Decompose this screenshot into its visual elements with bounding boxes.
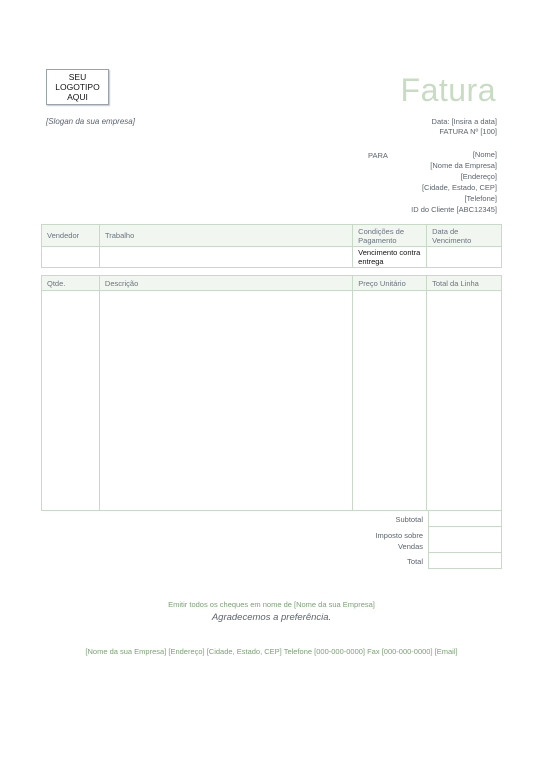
recipient-phone: [Telefone]	[464, 194, 497, 203]
cell-condicoes[interactable]: Vencimento contra entrega	[353, 247, 427, 268]
header-qtde: Qtde.	[42, 276, 100, 291]
header-condicoes: Condições de Pagamento	[353, 225, 427, 247]
items-body-row	[42, 291, 502, 511]
terms-header-row	[42, 225, 502, 247]
company-slogan: [Slogan da sua empresa]	[46, 117, 135, 126]
invoice-date: Data: [Insira a data]	[431, 117, 497, 126]
totals-table	[428, 510, 502, 569]
header-preco-unitario: Preço Unitário	[353, 276, 427, 291]
header-total-linha: Total da Linha	[427, 276, 502, 291]
invoice-number: FATURA Nº [100]	[439, 127, 497, 136]
recipient-name: [Nome]	[472, 150, 497, 159]
header-trabalho: Trabalho	[99, 225, 352, 247]
cell-vendedor[interactable]	[42, 247, 100, 268]
items-table	[41, 275, 502, 511]
cell-total-linha[interactable]	[427, 291, 502, 511]
terms-table	[41, 224, 502, 268]
cell-descricao[interactable]	[99, 291, 352, 511]
total-label: Total	[407, 557, 423, 566]
header-vendedor: Vendedor	[42, 225, 100, 247]
recipient-label: PARA	[368, 151, 388, 160]
invoice-title: Fatura	[400, 72, 496, 108]
terms-row	[42, 247, 502, 268]
items-header-row	[42, 276, 502, 291]
checks-note: Emitir todos os cheques em nome de [Nome da sua Empresa]	[168, 600, 375, 609]
subtotal-label: Subtotal	[395, 515, 423, 524]
recipient-address: [Endereço]	[460, 172, 497, 181]
header-vencimento: Data de Vencimento	[427, 225, 502, 247]
tax-label: Imposto sobre Vendas	[375, 531, 423, 551]
header-descricao: Descrição	[99, 276, 352, 291]
cell-qtde[interactable]	[42, 291, 100, 511]
tax-value[interactable]	[429, 527, 502, 553]
total-value[interactable]	[429, 553, 502, 569]
cell-preco-unitario[interactable]	[353, 291, 427, 511]
cell-vencimento[interactable]	[427, 247, 502, 268]
logo-placeholder: SEU LOGOTIPO AQUI	[46, 69, 109, 105]
recipient-client-id: ID do Cliente [ABC12345]	[411, 205, 497, 214]
recipient-city: [Cidade, Estado, CEP]	[421, 183, 497, 192]
thanks-note: Agradecemos a preferência.	[211, 612, 332, 623]
recipient-company: [Nome da Empresa]	[430, 161, 497, 170]
subtotal-value[interactable]	[429, 511, 502, 527]
contact-line: [Nome da sua Empresa] [Endereço] [Cidade, Estado, CEP] Telefone [000-000-0000] Fax [000-000-0000] [Email]	[85, 647, 458, 656]
cell-trabalho[interactable]	[99, 247, 352, 268]
